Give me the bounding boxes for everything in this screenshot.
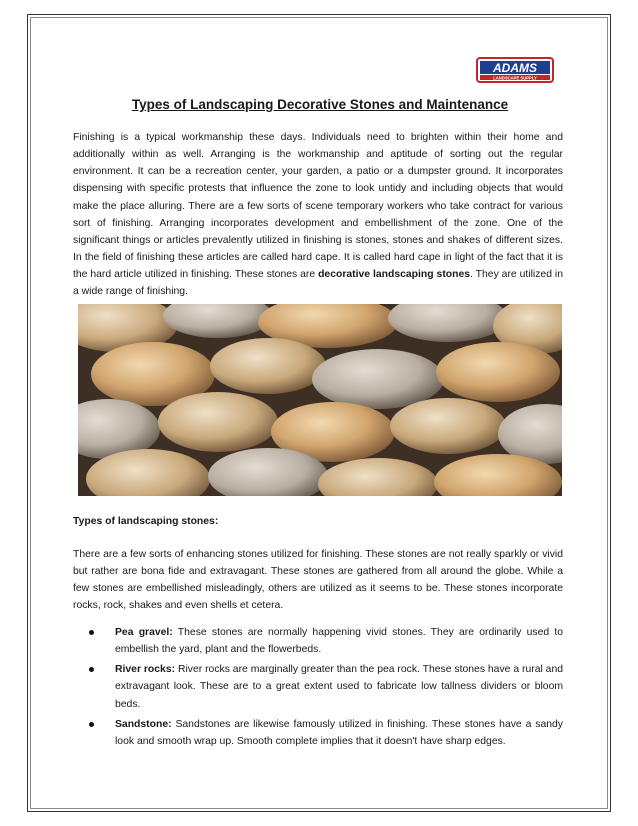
page-title: Types of Landscaping Decorative Stones and Maintenance <box>131 97 509 112</box>
adams-logo <box>476 56 556 84</box>
list-item-text: Sandstones are likewise famously utilized in finishing. These stones have a sandy look and smooth wrap up. Smooth complete implies that it doesn't have sharp edges. <box>115 718 563 747</box>
stones-photo <box>78 304 562 496</box>
list-item-term: River rocks: <box>115 664 176 676</box>
logo-brand: ADAMS <box>493 61 537 75</box>
types-paragraph: There are a few sorts of enhancing stones utilized for finishing. These stones are not really sparkly or vivid but rather are bona fide and extravagant. These stones are gathered from all around the globe. While a few stones are embellished misleadingly, others are utilized as it seems to be. These stones incorporate rocks, rock, shakes and even shells et cetera. <box>73 549 563 612</box>
intro-text-2: . They are utilized in a wide range of finishing. <box>73 269 563 298</box>
intro-text-1: Finishing is a typical workmanship these days. Individuals need to brighten within their home and additionally within as well. Arranging is the workmanship and aptitude of sorting out the regular environment. It can be a recreation center, your garden, a patio or a dumpster ground. It incorporates dispensing with specific protests that influence the zone to look untidy and including objects that would make the place alluring. There are a few sorts of scene temporary workers who take contract for various sort of finishing. Arranging incorporates development and embellishment of the zone. One of the significant things or articles prevalently utilized in finishing is stones, stones and shakes of different sizes. In the field of finishing these articles are called hard cape. It is called hard cape in light of the fact that it is the hard article utilized in finishing. These stones are <box>73 132 563 281</box>
bullet-icon <box>89 722 94 727</box>
list-item-term: Sandstone: <box>115 718 172 730</box>
list-item-river-rocks <box>73 661 563 712</box>
list-item-text: River rocks are marginally greater than the pea rock. These stones have a rural and extravagant look. These are to a great extent used to fabricate low tallness dividers or bloom beds. <box>115 664 564 710</box>
list-item-text: These stones are normally happening vivid stones. They are ordinarily used to embellish the yard, plant and the flowerbeds. <box>115 627 563 656</box>
bullet-icon <box>89 667 94 672</box>
list-item-pea-gravel <box>73 624 563 658</box>
intro-paragraph <box>73 129 563 301</box>
bullet-icon <box>89 630 94 635</box>
stone-types-list <box>73 624 563 753</box>
logo-tagline: LANDSCAPE SUPPLY <box>493 75 537 81</box>
section-subheading: Types of landscaping stones: <box>73 516 219 527</box>
list-item-sandstone <box>73 716 563 750</box>
intro-emphasis: decorative landscaping stones <box>318 269 471 281</box>
list-item-term: Pea gravel: <box>115 627 173 638</box>
